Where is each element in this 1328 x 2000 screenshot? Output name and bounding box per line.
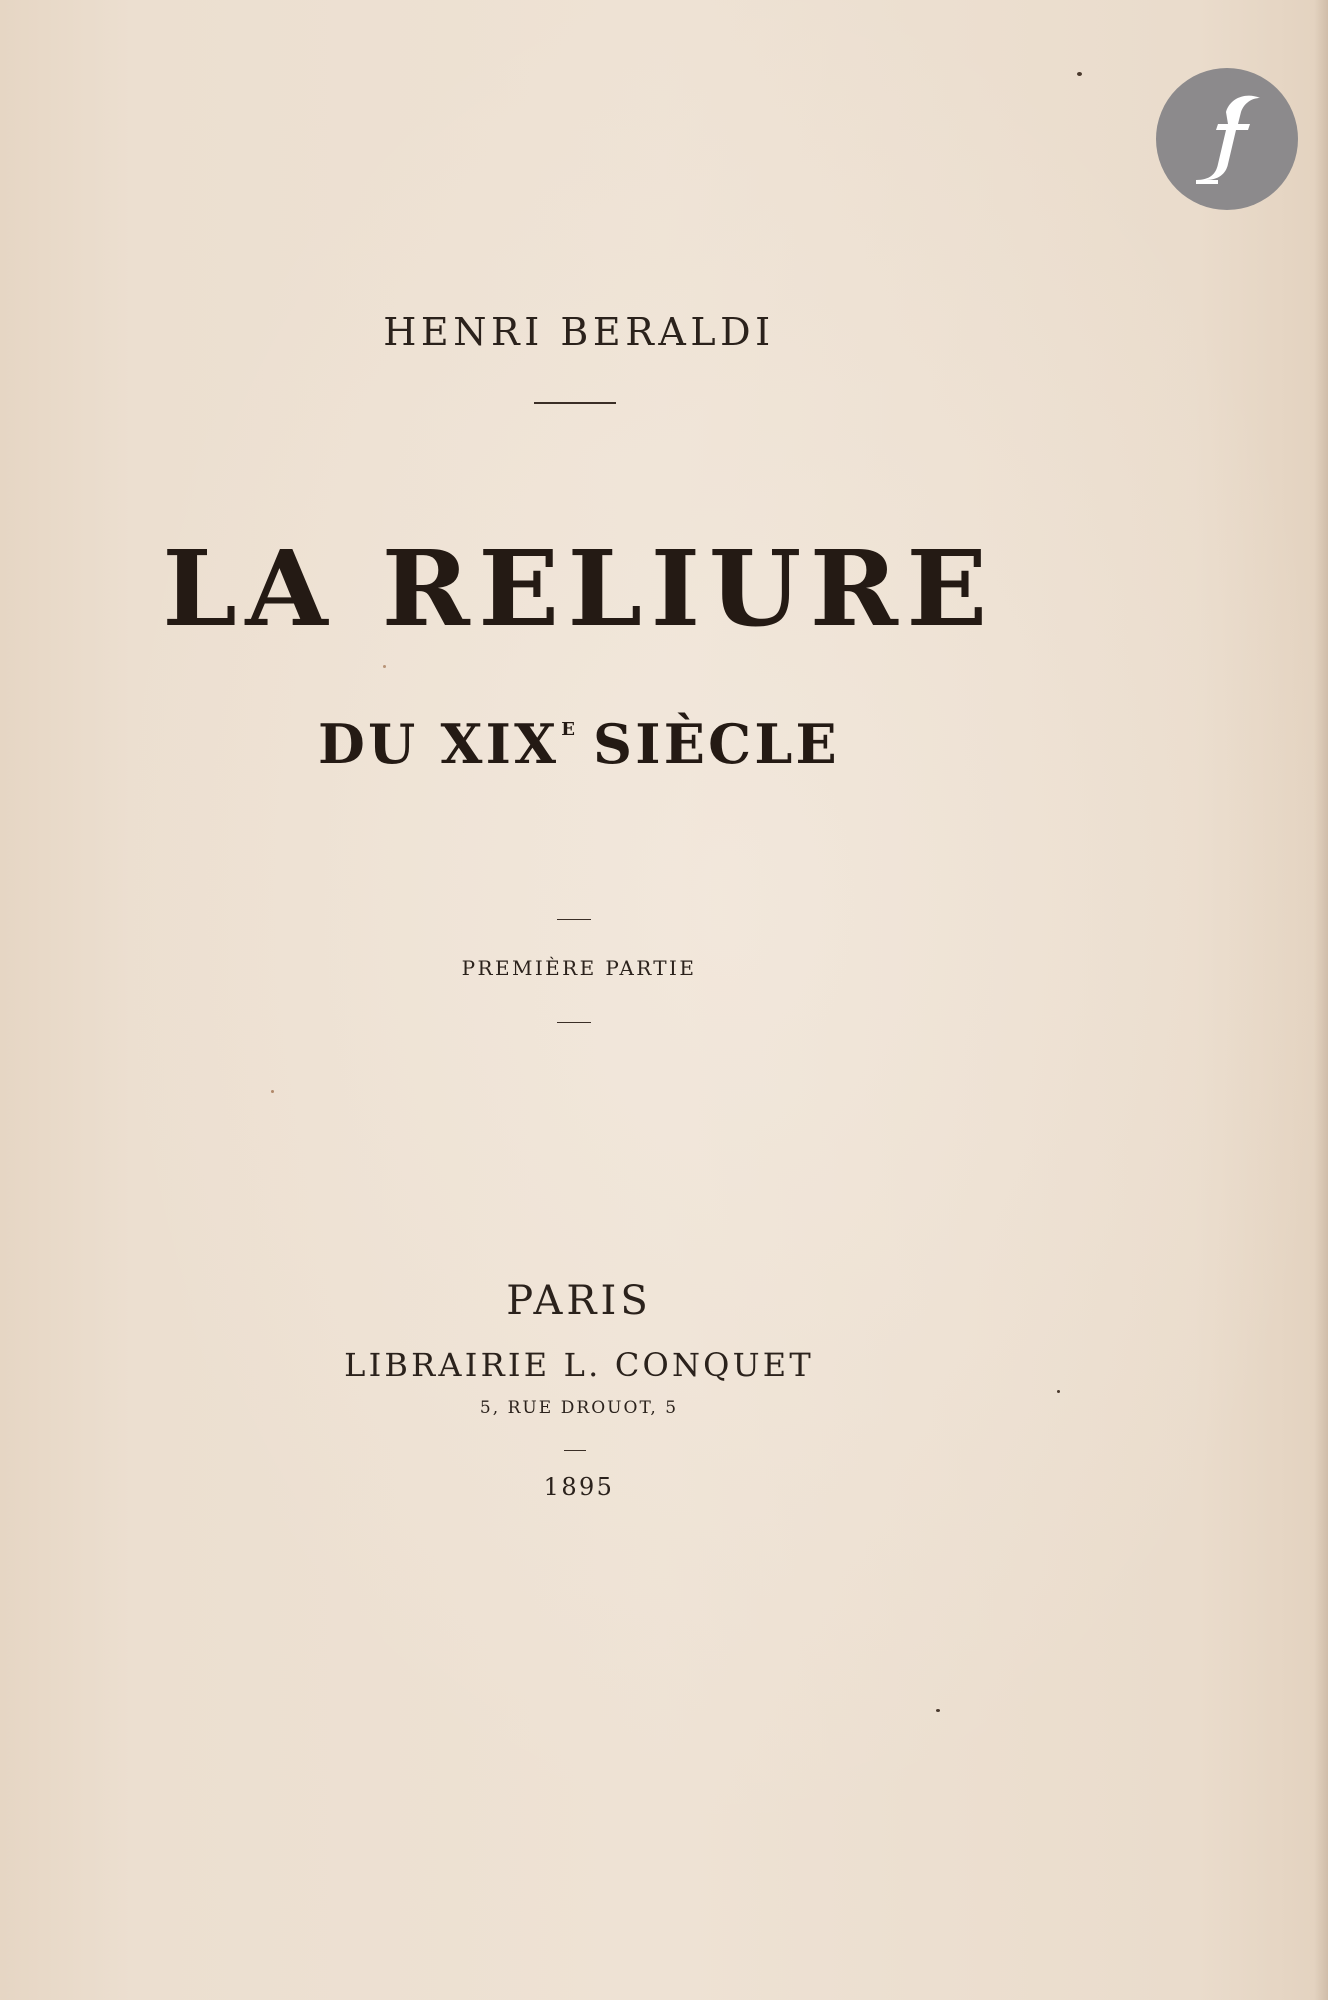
part-divider-bottom — [557, 1022, 591, 1023]
subtitle-prefix: DU XIX — [318, 712, 560, 776]
part-divider-top — [557, 919, 591, 920]
imprint-city: PARIS — [506, 1278, 652, 1324]
paper-speck — [271, 1090, 274, 1093]
paper-speck — [1057, 1390, 1060, 1393]
auction-house-logo-icon — [1156, 68, 1298, 210]
imprint-address: 5, RUE DROUOT, 5 — [479, 1398, 679, 1418]
subtitle-suffix: SIÈCLE — [592, 712, 840, 776]
subtitle-superscript: E — [561, 719, 575, 740]
book-title: LA RELIURE — [162, 527, 996, 650]
book-subtitle — [0, 712, 1158, 776]
paper-speck — [1077, 72, 1082, 76]
page-edge-shadow — [1314, 0, 1328, 2000]
author-name: HENRI BERALDI — [383, 310, 775, 354]
part-label: PREMIÈRE PARTIE — [461, 956, 697, 980]
paper-speck — [936, 1709, 940, 1712]
author-divider — [534, 402, 616, 404]
year-divider — [564, 1450, 586, 1451]
imprint-year: 1895 — [543, 1473, 615, 1501]
paper-speck — [383, 665, 386, 668]
imprint-publisher: LIBRAIRIE L. CONQUET — [344, 1346, 814, 1384]
